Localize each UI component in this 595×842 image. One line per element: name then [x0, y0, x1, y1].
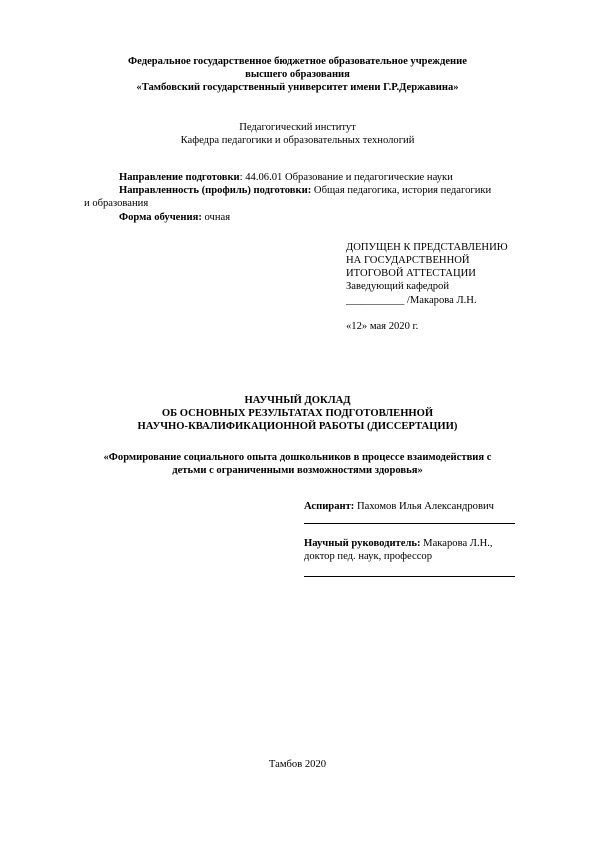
- approval-line-2: НА ГОСУДАРСТВЕННОЙ: [346, 255, 470, 266]
- profile-line: [119, 185, 491, 198]
- supervisor-line: [304, 538, 493, 551]
- approval-line-3: ИТОГОВОЙ АТТЕСТАЦИИ: [346, 268, 476, 279]
- profile-value-cont: и образования: [84, 198, 149, 209]
- approval-line-1: ДОПУЩЕН К ПРЕДСТАВЛЕНИЮ: [346, 242, 508, 253]
- supervisor-name: Макарова Л.Н.,: [420, 538, 493, 549]
- approval-signature: ___________ /Макарова Л.Н.: [346, 295, 477, 306]
- form-label: Форма обучения:: [119, 212, 202, 223]
- profile-value: Общая педагогика, история педагогики: [311, 185, 492, 196]
- department-name: Кафедра педагогики и образовательных технологий: [180, 135, 415, 146]
- report-title-1: НАУЧНЫЙ ДОКЛАД: [244, 395, 351, 406]
- city-year: Тамбов 2020: [268, 759, 327, 770]
- report-topic-1: «Формирование социального опыта дошкольников в процессе взаимодействия с: [103, 452, 492, 463]
- report-title-3: НАУЧНО-КВАЛИФИКАЦИОННОЙ РАБОТЫ (ДИССЕРТАЦИИ): [137, 421, 458, 432]
- student-label: Аспирант:: [304, 501, 355, 512]
- approval-date: «12» мая 2020 г.: [346, 321, 419, 332]
- form-line: [119, 212, 230, 225]
- student-line: [304, 501, 494, 514]
- org-line-2: высшего образования: [245, 69, 350, 80]
- report-topic-2: детьми с ограниченными возможностями здоровья»: [172, 465, 423, 476]
- supervisor-degree: доктор пед. наук, профессор: [304, 551, 433, 562]
- direction-label: Направление подготовки: [119, 172, 240, 183]
- student-signature-line: [304, 523, 515, 524]
- supervisor-label: Научный руководитель:: [304, 538, 421, 549]
- org-line-1: Федеральное государственное бюджетное образовательное учреждение: [128, 56, 467, 67]
- approval-head: Заведующий кафедрой: [346, 281, 450, 292]
- form-value: очная: [201, 212, 231, 223]
- student-name: Пахомов Илья Александрович: [354, 501, 494, 512]
- direction-value: : 44.06.01 Образование и педагогические науки: [239, 172, 453, 183]
- direction-line: [119, 172, 453, 185]
- profile-label: Направленность (профиль) подготовки:: [119, 185, 312, 196]
- report-title-2: ОБ ОСНОВНЫХ РЕЗУЛЬТАТАХ ПОДГОТОВЛЕННОЙ: [161, 408, 434, 419]
- institute-name: Педагогический институт: [239, 122, 356, 133]
- university-name: «Тамбовский государственный университет имени Г.Р.Державина»: [136, 82, 459, 93]
- supervisor-signature-line: [304, 576, 515, 577]
